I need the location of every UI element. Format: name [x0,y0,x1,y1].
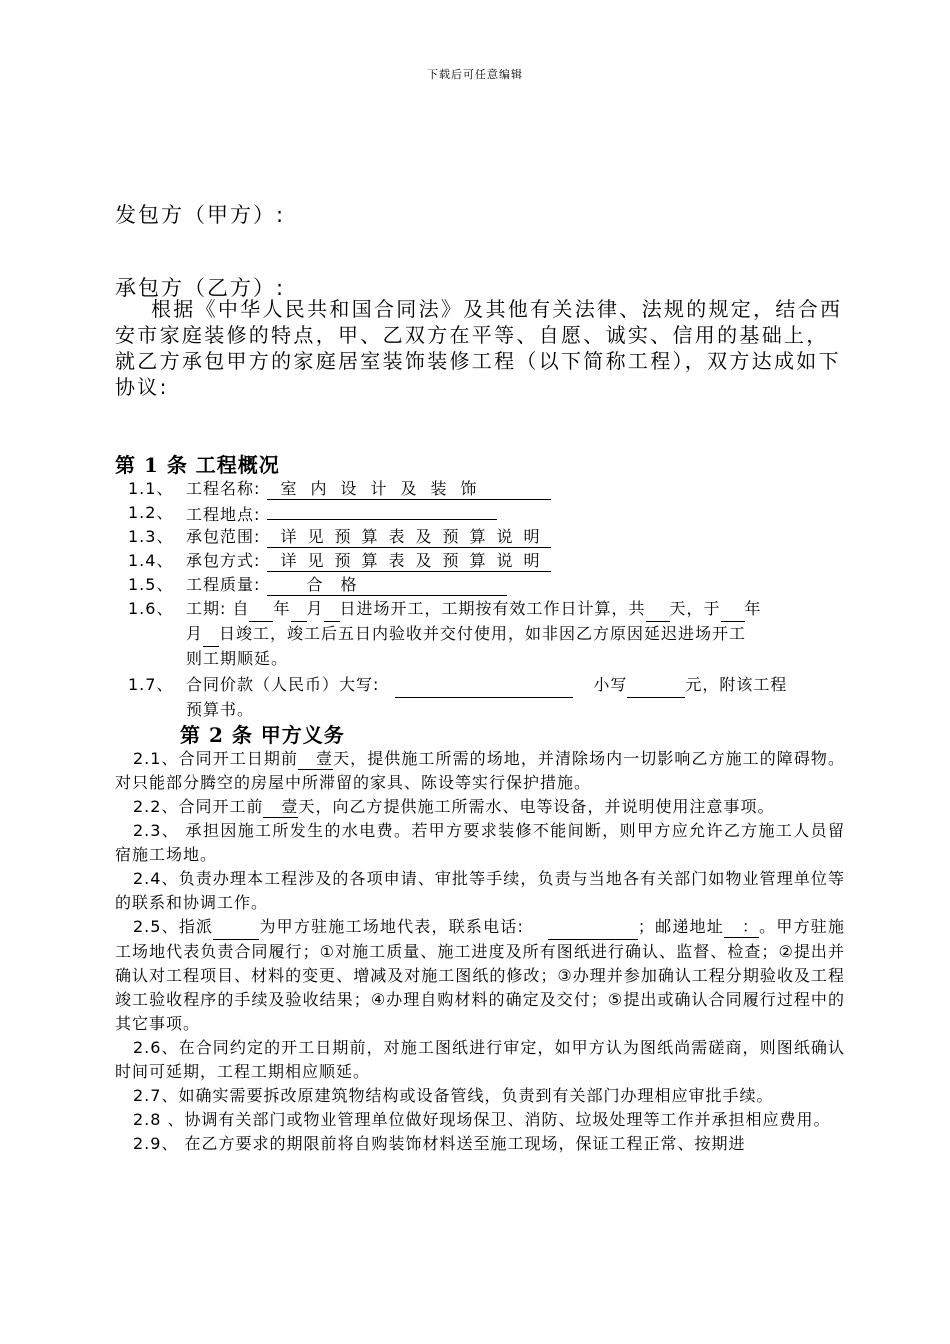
text-part: 天，向乙方提供施工所需水、电等设备，并说明使用注意事项。 [298,797,775,816]
text-part: 月 [186,624,204,643]
clause-2-9: 2.9、 在乙方要求的期限前将自购装饰材料送至施工现场，保证工程正常、按期进 [133,1134,746,1153]
text-part: 年 [744,599,762,618]
item-value [267,501,497,520]
clause-2-6: 2.6、在合同约定的开工日期前，对施工图纸进行审定，如甲方认为图纸尚需磋商，则图纸确认时间可延期，工程工期相应顺延。 [115,1038,845,1081]
item-number: 1.5、 [128,575,174,594]
item-label: 工程名称: [186,479,261,498]
clause-2-1 [115,747,845,795]
item-number: 1.3、 [128,527,174,546]
text-part: 日竣工，竣工后五日内验收并交付使用，如非因乙方原因延迟进场开工 [219,624,747,643]
text-part: 工期: 自 [186,599,250,618]
item-number: 1.4、 [128,551,174,570]
clause-2-8: 2.8 、协调有关部门或物业管理单位做好现场保卫、消防、垃圾处理等工作并承担相应费用。 [133,1110,831,1129]
clause-2-4: 2.4、负责办理本工程涉及的各项申请、审批等手续，负责与当地各有关部门如物业管理单位等的联系和协调工作。 [115,869,845,912]
party-a-label: 发包方（甲方）: [115,203,286,227]
text-part: 。甲方驻施工场地代表负责合同履行；①对施工质量、施工进度及所有图纸进行确认、监督、检查；②提出并确认对工程项目、材料的变更、增减及对施工图纸的修改；③办理并参加确认工程分期验收及工程竣工验收程序的手续及验收结果；④办理自购材料的确定及交付；⑤提出或确认合同履行过程中的其它事项。 [115,917,845,1033]
item-label: 承包范围: [186,527,261,546]
item-label: 工程地点: [186,505,261,524]
text-part: 则工期顺延。 [186,649,289,668]
item-value: 合 格 [267,575,507,596]
text-part: ： [724,917,759,938]
text-part: 预算书。 [186,700,255,719]
clause-2-3: 2.3、 承担因施工所发生的水电费。若甲方要求装修不能间断，则甲方应允许乙方施工人员留宿施工场地。 [115,821,845,864]
text-part: 2.5、指派 [133,917,214,936]
text-part: 壹 [263,797,298,818]
item-label: 承包方式: [186,551,261,570]
item-number: 1.7、 [128,675,174,694]
item-number: 1.2、 [128,503,174,522]
item-1-6-text [186,597,846,671]
clause-2-7: 2.7、如确实需要拆改原建筑物结构或设备管线，负责到有关部门办理相应审批手续。 [133,1086,774,1105]
item-number: 1.1、 [128,479,174,498]
clause-2-5 [115,915,845,1036]
article-1-title: 第 1 条 工程概况 [115,453,280,477]
text-part: 天，于 [669,599,721,618]
item-number: 1.6、 [128,599,174,618]
article-2-body [115,747,845,1156]
item-value: 详见预算表及预算说明 [267,527,551,548]
text-part: 2.1、合同开工日期前 [133,749,299,768]
clause-2-2 [115,795,845,819]
article-2-title: 第 2 条 甲方义务 [180,723,345,747]
text-part: 天，提供施工所需的场地，并清除场内一切影响乙方施工的障碍物。对只能部分腾空的房屋中所滞留的家具、陈设等实行保护措施。 [115,749,845,792]
text-part: 合同价款（人民币）大写: [186,675,380,694]
page-header-note: 下载后可任意编辑 [427,68,523,81]
item-1-7-text [186,673,846,722]
item-value: 室内设计及装饰 [267,479,551,500]
text-part: 为甲方驻施工场地代表，联系电话: [259,917,524,936]
item-label: 工程质量: [186,575,261,594]
party-b-label: 承包方（乙方）: [115,276,286,300]
text-part: 小写 [593,675,628,694]
item-value: 详见预算表及预算说明 [267,551,551,572]
intro-paragraph [115,296,845,400]
text-part: ；邮递地址 [637,917,724,936]
text-part: 日进场开工，工期按有效工作日计算，共 [339,599,646,618]
text-part: 月 [306,599,324,618]
text-part: 年 [273,599,291,618]
text-part: 壹 [298,749,333,770]
text-part: 元，附该工程 [685,675,788,694]
text-part: 2.2、合同开工前 [133,797,264,816]
intro-text: 根据《中华人民共和国合同法》及其他有关法律、法规的规定，结合西安市家庭装修的特点，甲、乙双方在平等、自愿、诚实、信用的基础上，就乙方承包甲方的家庭居室装饰装修工程（以下简称工程），双方达成如下协议: [115,297,843,399]
